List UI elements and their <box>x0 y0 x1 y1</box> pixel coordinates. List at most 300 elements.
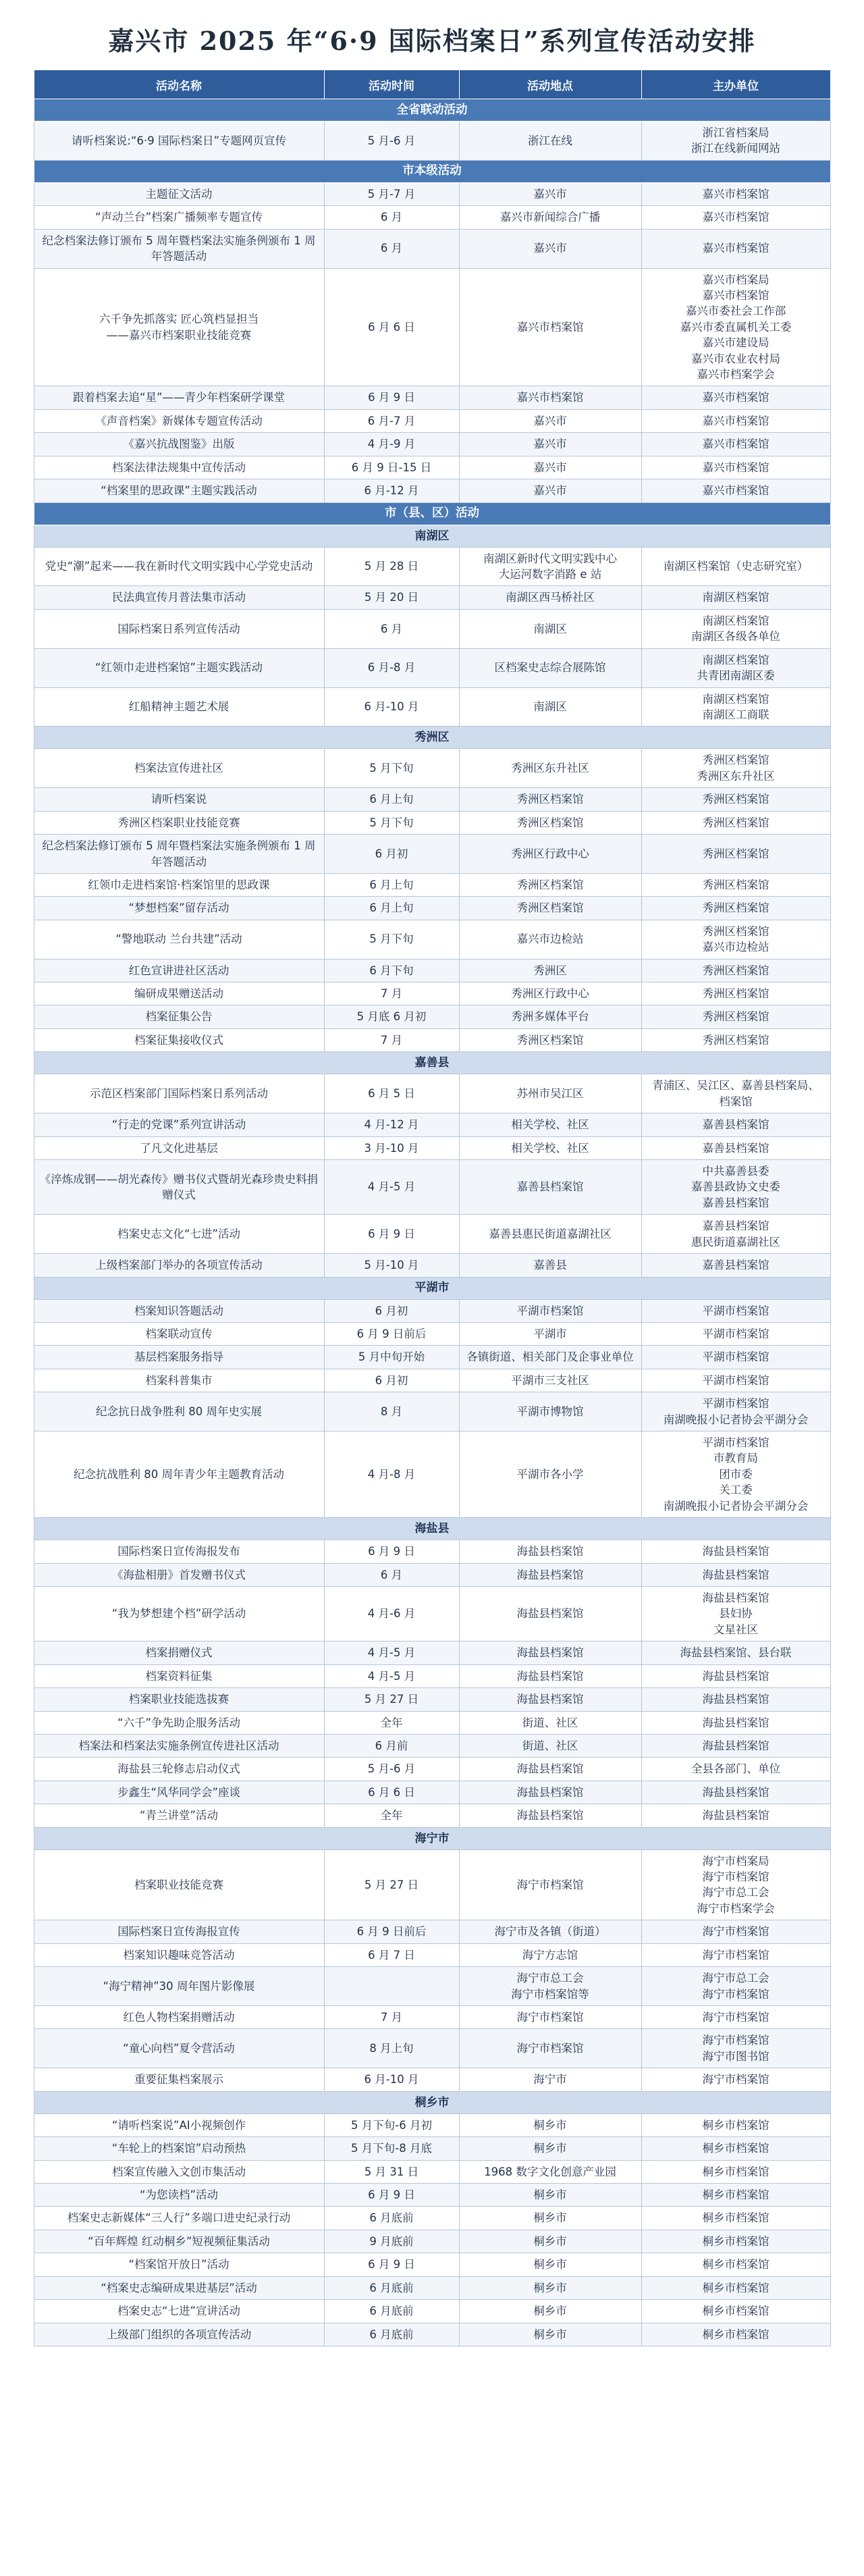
cell-organizer: 海盐县档案馆、县台联 <box>641 1641 830 1664</box>
table-row <box>34 1254 830 1277</box>
cell-activity-location: 海盐县档案馆 <box>459 1540 641 1563</box>
cell-activity-name: “我为梦想建个档”研学活动 <box>34 1587 324 1641</box>
cell-activity-time: 5 月下旬 <box>324 749 459 788</box>
cell-activity-name: “青兰讲堂”活动 <box>34 1804 324 1827</box>
region-header-row <box>34 1052 830 1074</box>
cell-activity-location: 秀洲区档案馆 <box>459 897 641 920</box>
cell-activity-location: 南湖区 <box>459 687 641 727</box>
cell-activity-time: 5 月中旬开始 <box>324 1346 459 1369</box>
region-header-row <box>34 2091 830 2113</box>
cell-activity-time: 5 月 31 日 <box>324 2160 459 2183</box>
table-row <box>34 547 830 586</box>
table-row <box>34 897 830 920</box>
cell-activity-location: 海宁市总工会 海宁市档案馆等 <box>459 1967 641 2006</box>
table-row <box>34 1392 830 1431</box>
table-row <box>34 1804 830 1827</box>
cell-activity-location: 各镇街道、相关部门及企事业单位 <box>459 1346 641 1369</box>
cell-organizer: 浙江省档案局 浙江在线新闻网站 <box>641 122 830 161</box>
cell-activity-location: 海宁市及各镇（街道） <box>459 1920 641 1943</box>
cell-activity-time: 6 月底前 <box>324 2276 459 2299</box>
region-title: 秀洲区 <box>34 727 830 749</box>
cell-activity-name: 了凡文化进基层 <box>34 1136 324 1159</box>
cell-activity-time: 6 月上旬 <box>324 897 459 920</box>
cell-activity-location: 嘉兴市 <box>459 456 641 479</box>
table-row <box>34 1587 830 1641</box>
table-row <box>34 1967 830 2006</box>
cell-activity-location: 海盐县档案馆 <box>459 1563 641 1586</box>
header-organizer: 主办单位 <box>641 70 830 99</box>
cell-activity-location: 秀洲区档案馆 <box>459 873 641 896</box>
cell-activity-time: 6 月 9 日 <box>324 386 459 409</box>
cell-organizer: 海宁市档案馆 <box>641 2006 830 2029</box>
section-title: 市（县、区）活动 <box>34 502 830 525</box>
cell-activity-name: 上级档案部门举办的各项宣传活动 <box>34 1254 324 1277</box>
table-row <box>34 2207 830 2230</box>
cell-activity-name: 红色宣讲进社区活动 <box>34 959 324 982</box>
table-row <box>34 835 830 874</box>
region-title: 海盐县 <box>34 1518 830 1540</box>
cell-activity-time: 6 月-12 月 <box>324 479 459 502</box>
cell-activity-location: 浙江在线 <box>459 122 641 161</box>
cell-activity-time: 5 月下旬 <box>324 920 459 959</box>
cell-activity-time: 6 月底前 <box>324 2323 459 2346</box>
cell-activity-time: 6 月上旬 <box>324 873 459 896</box>
cell-activity-time: 6 月初 <box>324 835 459 874</box>
cell-activity-name: “六千”争先助企服务活动 <box>34 1711 324 1734</box>
cell-organizer: 秀洲区档案馆 <box>641 1028 830 1051</box>
cell-activity-location: 嘉善县惠民街道嘉湖社区 <box>459 1215 641 1254</box>
table-row <box>34 1431 830 1518</box>
cell-activity-location: 桐乡市 <box>459 2207 641 2230</box>
cell-activity-name: 档案史志文化“七进”活动 <box>34 1215 324 1254</box>
cell-organizer: 南湖区档案馆 南湖区各级各单位 <box>641 609 830 648</box>
cell-activity-location: 秀洲多媒体平台 <box>459 1005 641 1028</box>
cell-activity-name: “档案馆开放日”活动 <box>34 2253 324 2276</box>
cell-activity-name: 档案史志新媒体“三人行”多端口进史纪录行动 <box>34 2207 324 2230</box>
cell-activity-name: 《嘉兴抗战图鉴》出版 <box>34 433 324 456</box>
cell-activity-name: 红船精神主题艺术展 <box>34 687 324 727</box>
cell-activity-name: “警地联动 兰台共建”活动 <box>34 920 324 959</box>
cell-activity-name: 示范区档案部门国际档案日系列活动 <box>34 1074 324 1113</box>
table-row <box>34 2160 830 2183</box>
table-row <box>34 609 830 648</box>
cell-activity-location: 相关学校、社区 <box>459 1136 641 1159</box>
cell-organizer: 秀洲区档案馆 <box>641 873 830 896</box>
table-row <box>34 1563 830 1586</box>
cell-organizer: 嘉兴市档案馆 <box>641 206 830 229</box>
table-row <box>34 2253 830 2276</box>
cell-activity-location: 海盐县档案馆 <box>459 1804 641 1827</box>
cell-activity-location: 平湖市博物馆 <box>459 1392 641 1431</box>
cell-activity-time: 6 月初 <box>324 1369 459 1392</box>
cell-activity-name: 请听档案说:“6·9 国际档案日”专题网页宣传 <box>34 122 324 161</box>
table-row <box>34 2068 830 2091</box>
cell-activity-time: 6 月 9 日前后 <box>324 1322 459 1345</box>
cell-activity-name: “请听档案说”AI小视频创作 <box>34 2113 324 2136</box>
cell-activity-location: 街道、社区 <box>459 1711 641 1734</box>
cell-activity-time: 5 月 27 日 <box>324 1688 459 1711</box>
cell-organizer: 平湖市档案馆 市教育局 团市委 关工委 南湖晚报小记者协会平湖分会 <box>641 1431 830 1518</box>
cell-activity-location: 桐乡市 <box>459 2137 641 2160</box>
cell-activity-name: “档案里的思政课”主题实践活动 <box>34 479 324 502</box>
table-row <box>34 1540 830 1563</box>
cell-activity-time: 6 月-10 月 <box>324 2068 459 2091</box>
cell-activity-location: 海盐县档案馆 <box>459 1587 641 1641</box>
region-header-row <box>34 1827 830 1849</box>
cell-activity-time: 6 月-7 月 <box>324 409 459 432</box>
cell-activity-location: 平湖市各小学 <box>459 1431 641 1518</box>
region-header-row <box>34 1518 830 1540</box>
cell-organizer: 海盐县档案馆 <box>641 1664 830 1687</box>
cell-activity-location: 嘉兴市 <box>459 409 641 432</box>
cell-activity-time: 5 月-10 月 <box>324 1254 459 1277</box>
cell-activity-location: 海盐县档案馆 <box>459 1641 641 1664</box>
cell-activity-name: 重要征集档案展示 <box>34 2068 324 2091</box>
cell-activity-location: 海宁市档案馆 <box>459 2029 641 2068</box>
cell-activity-location: 南湖区新时代文明实践中心 大运河数字消路 e 站 <box>459 547 641 586</box>
cell-organizer: 秀洲区档案馆 <box>641 811 830 834</box>
cell-organizer: 平湖市档案馆 <box>641 1322 830 1345</box>
cell-activity-name: 档案法律法规集中宣传活动 <box>34 456 324 479</box>
table-row <box>34 586 830 609</box>
region-title: 嘉善县 <box>34 1052 830 1074</box>
cell-organizer: 桐乡市档案馆 <box>641 2113 830 2136</box>
cell-activity-location: 桐乡市 <box>459 2230 641 2253</box>
cell-activity-location: 平湖市 <box>459 1322 641 1345</box>
cell-activity-location: 海盐县档案馆 <box>459 1664 641 1687</box>
cell-organizer: 秀洲区档案馆 嘉兴市边检站 <box>641 920 830 959</box>
region-header-row <box>34 1277 830 1299</box>
table-row <box>34 1758 830 1781</box>
table-row <box>34 479 830 502</box>
table-row <box>34 433 830 456</box>
cell-activity-time: 5 月 28 日 <box>324 547 459 586</box>
cell-activity-location: 桐乡市 <box>459 2300 641 2323</box>
cell-organizer: 平湖市档案馆 <box>641 1299 830 1322</box>
cell-activity-location: 秀洲区 <box>459 959 641 982</box>
table-row <box>34 1664 830 1687</box>
cell-activity-name: “声动兰台”档案广播频率专题宣传 <box>34 206 324 229</box>
table-row <box>34 1641 830 1664</box>
cell-activity-name: “红领巾走进档案馆”主题实践活动 <box>34 648 324 687</box>
cell-activity-time <box>324 1967 459 2006</box>
table-row <box>34 2029 830 2068</box>
table-row <box>34 1734 830 1757</box>
cell-organizer: 海宁市档案馆 <box>641 1920 830 1943</box>
table-row <box>34 1322 830 1345</box>
cell-activity-time: 4 月-5 月 <box>324 1641 459 1664</box>
section-header-row <box>34 99 830 122</box>
cell-organizer: 嘉兴市档案馆 <box>641 479 830 502</box>
cell-activity-time: 6 月底前 <box>324 2300 459 2323</box>
cell-activity-location: 桐乡市 <box>459 2253 641 2276</box>
cell-organizer: 嘉兴市档案馆 <box>641 386 830 409</box>
cell-activity-time: 4 月-5 月 <box>324 1159 459 1214</box>
cell-organizer: 南湖区档案馆（史志研究室） <box>641 547 830 586</box>
cell-organizer: 全县各部门、单位 <box>641 1758 830 1781</box>
cell-activity-time: 6 月 <box>324 229 459 268</box>
cell-activity-name: 请听档案说 <box>34 788 324 811</box>
table-row <box>34 1849 830 1920</box>
table-row <box>34 1299 830 1322</box>
header-activity-time: 活动时间 <box>324 70 459 99</box>
cell-activity-location: 嘉兴市 <box>459 182 641 205</box>
cell-organizer: 南湖区档案馆 <box>641 586 830 609</box>
table-row <box>34 1781 830 1804</box>
activity-table <box>34 70 831 2346</box>
cell-activity-name: 步鑫生“风华同学会”座谈 <box>34 1781 324 1804</box>
cell-organizer: 桐乡市档案馆 <box>641 2160 830 2183</box>
table-row <box>34 386 830 409</box>
cell-activity-time: 6 月 9 日 <box>324 1540 459 1563</box>
cell-organizer: 海盐县档案馆 <box>641 1781 830 1804</box>
cell-activity-name: 《淬炼成钢——胡光森传》赠书仪式暨胡光森珍贵史料捐赠仪式 <box>34 1159 324 1214</box>
cell-activity-location: 区档案史志综合展陈馆 <box>459 648 641 687</box>
section-title: 市本级活动 <box>34 160 830 182</box>
cell-activity-location: 秀洲区行政中心 <box>459 982 641 1005</box>
header-activity-name: 活动名称 <box>34 70 324 99</box>
region-header-row <box>34 727 830 749</box>
cell-organizer: 嘉兴市档案馆 <box>641 456 830 479</box>
table-row <box>34 2113 830 2136</box>
cell-activity-name: 档案捐赠仪式 <box>34 1641 324 1664</box>
region-title: 南湖区 <box>34 525 830 547</box>
cell-activity-name: 红领巾走进档案馆·档案馆里的思政课 <box>34 873 324 896</box>
cell-organizer: 海盐县档案馆 <box>641 1688 830 1711</box>
cell-activity-time: 6 月 6 日 <box>324 1781 459 1804</box>
cell-organizer: 嘉善县档案馆 <box>641 1113 830 1136</box>
cell-activity-name: 档案职业技能选拔赛 <box>34 1688 324 1711</box>
cell-activity-name: 纪念抗战胜利 80 周年青少年主题教育活动 <box>34 1431 324 1518</box>
cell-organizer: 海宁市档案馆 海宁市图书馆 <box>641 2029 830 2068</box>
cell-organizer: 平湖市档案馆 <box>641 1369 830 1392</box>
cell-activity-time: 6 月 9 日 <box>324 2253 459 2276</box>
table-row <box>34 2300 830 2323</box>
table-row <box>34 2137 830 2160</box>
cell-organizer: 桐乡市档案馆 <box>641 2137 830 2160</box>
cell-activity-time: 6 月 9 日-15 日 <box>324 456 459 479</box>
cell-activity-name: 纪念抗日战争胜利 80 周年史实展 <box>34 1392 324 1431</box>
cell-activity-location: 街道、社区 <box>459 1734 641 1757</box>
cell-organizer: 桐乡市档案馆 <box>641 2183 830 2206</box>
cell-activity-name: 国际档案日系列宣传活动 <box>34 609 324 648</box>
table-row <box>34 229 830 268</box>
cell-activity-time: 5 月下旬 <box>324 811 459 834</box>
cell-activity-location: 海宁市档案馆 <box>459 1849 641 1920</box>
cell-activity-location: 秀洲区档案馆 <box>459 788 641 811</box>
cell-activity-location: 平湖市档案馆 <box>459 1299 641 1322</box>
table-row <box>34 1113 830 1136</box>
cell-activity-location: 嘉善县 <box>459 1254 641 1277</box>
cell-activity-time: 4 月-6 月 <box>324 1587 459 1641</box>
cell-activity-time: 6 月 9 日 <box>324 2183 459 2206</box>
cell-activity-time: 5 月下旬-6 月初 <box>324 2113 459 2136</box>
cell-activity-location: 1968 数字文化创意产业园 <box>459 2160 641 2183</box>
cell-organizer: 海盐县档案馆 <box>641 1540 830 1563</box>
table-row <box>34 1711 830 1734</box>
table-row <box>34 1688 830 1711</box>
cell-organizer: 海盐县档案馆 <box>641 1804 830 1827</box>
cell-activity-name: 档案法宣传进社区 <box>34 749 324 788</box>
table-row <box>34 873 830 896</box>
cell-organizer: 秀洲区档案馆 秀洲区东升社区 <box>641 749 830 788</box>
cell-activity-name: 《海盐相册》首发赠书仪式 <box>34 1563 324 1586</box>
table-row <box>34 409 830 432</box>
cell-activity-location: 嘉善县档案馆 <box>459 1159 641 1214</box>
table-row <box>34 920 830 959</box>
table-body <box>34 99 830 2346</box>
cell-activity-location: 平湖市三支社区 <box>459 1369 641 1392</box>
cell-activity-time: 6 月 9 日 <box>324 1215 459 1254</box>
table-row <box>34 2006 830 2029</box>
cell-activity-name: 档案征集公告 <box>34 1005 324 1028</box>
cell-activity-location: 嘉兴市 <box>459 433 641 456</box>
cell-organizer: 南湖区档案馆 共青团南湖区委 <box>641 648 830 687</box>
cell-activity-location: 南湖区 <box>459 609 641 648</box>
cell-activity-name: 红色人物档案捐赠活动 <box>34 2006 324 2029</box>
cell-activity-location: 海宁市档案馆 <box>459 2006 641 2029</box>
cell-activity-time: 6 月 <box>324 206 459 229</box>
cell-activity-name: 基层档案服务指导 <box>34 1346 324 1369</box>
cell-activity-name: 纪念档案法修订颁布 5 周年暨档案法实施条例颁布 1 周年答题活动 <box>34 835 324 874</box>
table-row <box>34 788 830 811</box>
cell-activity-location: 桐乡市 <box>459 2183 641 2206</box>
cell-activity-location: 桐乡市 <box>459 2113 641 2136</box>
table-row <box>34 268 830 386</box>
cell-activity-location: 秀洲区行政中心 <box>459 835 641 874</box>
cell-activity-location: 相关学校、社区 <box>459 1113 641 1136</box>
cell-activity-name: “档案史志编研成果进基层”活动 <box>34 2276 324 2299</box>
cell-activity-location: 嘉兴市边检站 <box>459 920 641 959</box>
cell-activity-name: “为您读档”活动 <box>34 2183 324 2206</box>
cell-organizer: 海宁市档案馆 <box>641 2068 830 2091</box>
cell-organizer: 嘉兴市档案馆 <box>641 433 830 456</box>
cell-activity-time: 4 月-8 月 <box>324 1431 459 1518</box>
cell-activity-time: 5 月底 6 月初 <box>324 1005 459 1028</box>
cell-activity-time: 3 月-10 月 <box>324 1136 459 1159</box>
cell-organizer: 南湖区档案馆 南湖区工商联 <box>641 687 830 727</box>
cell-organizer: 嘉善县档案馆 <box>641 1136 830 1159</box>
region-header-row <box>34 525 830 547</box>
cell-activity-location: 秀洲区档案馆 <box>459 811 641 834</box>
table-row <box>34 456 830 479</box>
table-row <box>34 959 830 982</box>
cell-organizer: 桐乡市档案馆 <box>641 2276 830 2299</box>
cell-activity-time: 6 月-8 月 <box>324 648 459 687</box>
cell-organizer: 桐乡市档案馆 <box>641 2253 830 2276</box>
table-row <box>34 1920 830 1943</box>
cell-activity-location: 苏州市吴江区 <box>459 1074 641 1113</box>
cell-organizer: 嘉兴市档案馆 <box>641 182 830 205</box>
cell-activity-time: 6 月 <box>324 609 459 648</box>
cell-activity-location: 海宁方志馆 <box>459 1943 641 1966</box>
cell-organizer: 嘉兴市档案馆 <box>641 229 830 268</box>
cell-activity-time: 全年 <box>324 1711 459 1734</box>
cell-organizer: 嘉善县档案馆 惠民街道嘉湖社区 <box>641 1215 830 1254</box>
cell-activity-time: 全年 <box>324 1804 459 1827</box>
cell-activity-location: 嘉兴市档案馆 <box>459 268 641 386</box>
cell-activity-name: 编研成果赠送活动 <box>34 982 324 1005</box>
cell-activity-name: “行走的党课”系列宣讲活动 <box>34 1113 324 1136</box>
page-title: 嘉兴市 2025 年“6·9 国际档案日”系列宣传活动安排 <box>108 26 756 56</box>
cell-activity-name: 跟着档案去追“星”——青少年档案研学课堂 <box>34 386 324 409</box>
cell-activity-name: 海盐县三轮修志启动仪式 <box>34 1758 324 1781</box>
cell-activity-location: 秀洲区东升社区 <box>459 749 641 788</box>
cell-organizer: 海宁市档案局 海宁市档案馆 海宁市总工会 海宁市档案学会 <box>641 1849 830 1920</box>
cell-activity-name: 档案知识答题活动 <box>34 1299 324 1322</box>
table-row <box>34 1159 830 1214</box>
cell-organizer: 嘉兴市档案局 嘉兴市档案馆 嘉兴市委社会工作部 嘉兴市委直属机关工委 嘉兴市建设局 嘉兴市农业农村局 嘉兴市档案学会 <box>641 268 830 386</box>
cell-activity-location: 桐乡市 <box>459 2323 641 2346</box>
cell-organizer: 海盐县档案馆 <box>641 1734 830 1757</box>
cell-activity-name: 上级部门组织的各项宣传活动 <box>34 2323 324 2346</box>
table-row <box>34 687 830 727</box>
cell-activity-name: 纪念档案法修订颁布 5 周年暨档案法实施条例颁布 1 周年答题活动 <box>34 229 324 268</box>
cell-activity-time: 6 月 7 日 <box>324 1943 459 1966</box>
cell-activity-time: 5 月-7 月 <box>324 182 459 205</box>
cell-activity-location: 嘉兴市 <box>459 229 641 268</box>
cell-organizer: 青浦区、吴江区、嘉善县档案局、档案馆 <box>641 1074 830 1113</box>
cell-organizer: 海盐县档案馆 <box>641 1563 830 1586</box>
cell-organizer: 秀洲区档案馆 <box>641 835 830 874</box>
table-row <box>34 1074 830 1113</box>
section-title: 全省联动活动 <box>34 99 830 122</box>
table-row <box>34 2323 830 2346</box>
cell-activity-location: 海宁市 <box>459 2068 641 2091</box>
cell-activity-name: 档案科普集市 <box>34 1369 324 1392</box>
table-row <box>34 1943 830 1966</box>
cell-activity-time: 5 月-6 月 <box>324 1758 459 1781</box>
cell-organizer: 秀洲区档案馆 <box>641 897 830 920</box>
cell-activity-location: 嘉兴市 <box>459 479 641 502</box>
cell-activity-time: 5 月 20 日 <box>324 586 459 609</box>
cell-activity-time: 6 月 9 日前后 <box>324 1920 459 1943</box>
cell-activity-name: 民法典宣传月普法集市活动 <box>34 586 324 609</box>
cell-activity-time: 6 月初 <box>324 1299 459 1322</box>
table-row <box>34 122 830 161</box>
cell-activity-location: 海盐县档案馆 <box>459 1781 641 1804</box>
cell-activity-location: 桐乡市 <box>459 2276 641 2299</box>
cell-activity-name: 《声音档案》新媒体专题宣传活动 <box>34 409 324 432</box>
cell-activity-name: 国际档案日宣传海报宣传 <box>34 1920 324 1943</box>
section-header-row <box>34 160 830 182</box>
table-row <box>34 1346 830 1369</box>
table-row <box>34 2276 830 2299</box>
table-row <box>34 1005 830 1028</box>
cell-activity-time: 6 月 <box>324 1563 459 1586</box>
cell-activity-name: “车轮上的档案馆”启动预热 <box>34 2137 324 2160</box>
cell-activity-time: 6 月上旬 <box>324 788 459 811</box>
cell-activity-time: 6 月-10 月 <box>324 687 459 727</box>
cell-activity-name: 档案法和档案法实施条例宣传进社区活动 <box>34 1734 324 1757</box>
cell-activity-time: 4 月-12 月 <box>324 1113 459 1136</box>
header-activity-location: 活动地点 <box>459 70 641 99</box>
cell-activity-time: 6 月下旬 <box>324 959 459 982</box>
cell-organizer: 嘉善县档案馆 <box>641 1254 830 1277</box>
cell-organizer: 海盐县档案馆 县妇协 文星社区 <box>641 1587 830 1641</box>
cell-activity-name: 六千争先抓落实 匠心筑档显担当 ——嘉兴市档案职业技能竞赛 <box>34 268 324 386</box>
cell-organizer: 桐乡市档案馆 <box>641 2300 830 2323</box>
cell-organizer: 平湖市档案馆 南湖晚报小记者协会平湖分会 <box>641 1392 830 1431</box>
cell-organizer: 桐乡市档案馆 <box>641 2323 830 2346</box>
cell-activity-time: 7 月 <box>324 982 459 1005</box>
table-row <box>34 982 830 1005</box>
cell-organizer: 平湖市档案馆 <box>641 1346 830 1369</box>
table-row <box>34 2230 830 2253</box>
cell-activity-location: 秀洲区档案馆 <box>459 1028 641 1051</box>
cell-activity-time: 8 月 <box>324 1392 459 1431</box>
cell-activity-time: 6 月前 <box>324 1734 459 1757</box>
